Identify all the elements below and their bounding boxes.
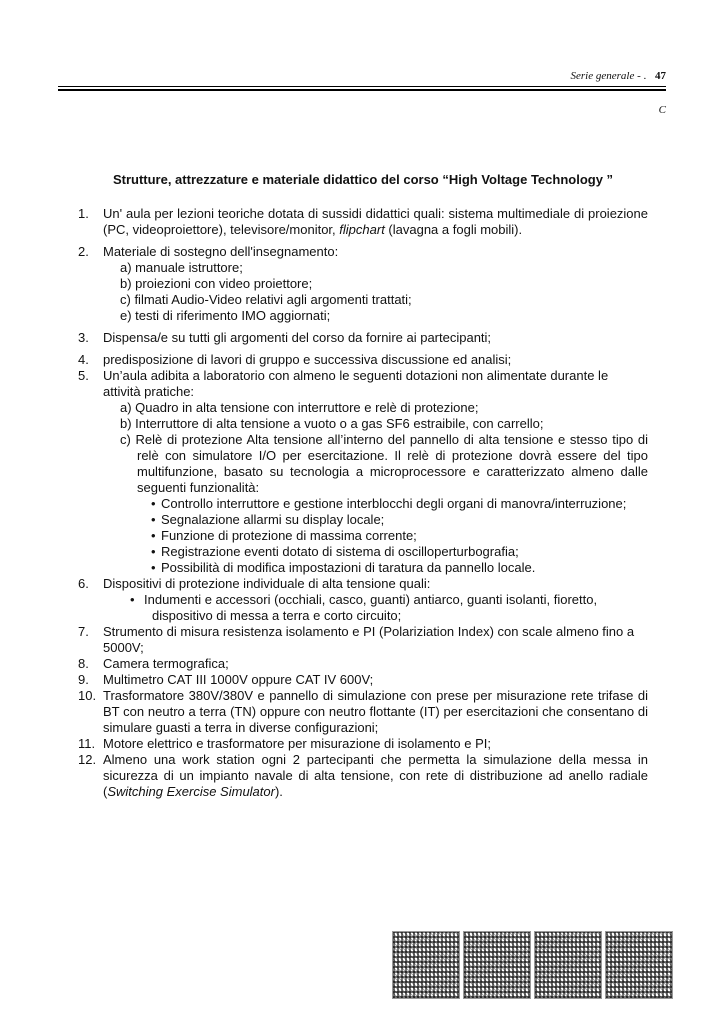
bullet-icon: • xyxy=(151,544,156,559)
bullet-icon: • xyxy=(151,512,156,527)
bullet-text: Segnalazione allarmi su display locale; xyxy=(161,512,385,527)
item-text: Dispensa/e su tutti gli argomenti del corso da fornire ai partecipanti; xyxy=(103,330,492,345)
item-number: 1. xyxy=(78,206,89,221)
bullet-text: Registrazione eventi dotato di sistema di oscilloperturbografia; xyxy=(161,544,519,559)
sub-item: b) proiezioni con video proiettore; xyxy=(120,276,313,291)
sub-item: a) manuale istruttore; xyxy=(120,260,243,275)
list-item xyxy=(78,656,648,672)
sub-item: e) testi di riferimento IMO aggiornati; xyxy=(120,308,331,323)
header-rule-thin xyxy=(58,86,666,87)
bullet-icon: • xyxy=(151,528,156,543)
item-number: 7. xyxy=(78,624,89,639)
datamatrix-code-2 xyxy=(463,931,531,999)
item-text: Un' aula per lezioni teoriche dotata di sussidi didattici quali: sistema multimediale di proiezione (PC, videoproiettore), televisore/monitor, xyxy=(103,206,648,237)
bullet-item xyxy=(103,560,648,576)
list-item xyxy=(78,330,648,346)
datamatrix-code-1 xyxy=(392,931,460,999)
list-item xyxy=(78,576,648,624)
item-text: Strumento di misura resistenza isolamento e PI (Polariziation Index) con scale almeno fino a 5000V; xyxy=(103,624,635,655)
bullet-item xyxy=(103,592,648,624)
header-rule-thick xyxy=(58,89,666,91)
item-text: Un’aula adibita a laboratorio con almeno le seguenti dotazioni non alimentate durante le attività pratiche: xyxy=(103,368,609,399)
bullet-icon: • xyxy=(151,496,156,511)
item-text: ). xyxy=(274,784,283,799)
bullet-icon: • xyxy=(151,560,156,575)
bullet-text: Controllo interruttore e gestione interblocchi degli organi di manovra/interruzione; xyxy=(161,496,627,511)
list-item xyxy=(78,672,648,688)
list-item xyxy=(78,736,648,752)
series-label: Serie generale - xyxy=(570,70,641,82)
item-number: 5. xyxy=(78,368,89,383)
page-header xyxy=(571,70,667,82)
item-text-italic: Switching Exercise Simulator xyxy=(107,784,275,799)
list-item xyxy=(78,624,648,656)
list-item xyxy=(78,244,648,324)
item-number: 11. xyxy=(78,736,96,751)
page-number: 47 xyxy=(655,70,666,82)
datamatrix-code-4 xyxy=(605,931,673,999)
item-text: Almeno una work station ogni 2 partecipanti che permetta la simulazione della messa in sicurezza di un impianto navale di alta tensione, con rete di distribuzione ad anello radiale ( xyxy=(103,752,648,799)
list-item xyxy=(78,352,648,368)
item-number: 2. xyxy=(78,244,89,259)
list-item xyxy=(78,206,648,238)
bullet-text: Indumenti e accessori (occhiali, casco, guanti) antiarco, guanti isolanti, fioretto, xyxy=(144,592,598,607)
bullet-text: Funzione di protezione di massima corrente; xyxy=(161,528,417,543)
item-text: Dispositivi di protezione individuale di alta tensione quali: xyxy=(103,576,431,591)
list-item xyxy=(78,752,648,800)
item-text: Multimetro CAT III 1000V oppure CAT IV 600V; xyxy=(103,672,374,687)
item-text: Camera termografica; xyxy=(103,656,229,671)
bullet-text-continuation: dispositivo di messa a terra e corto circuito; xyxy=(152,608,402,623)
item-text: Trasformatore 380V/380V e pannello di simulazione con prese per misurazione rete trifase di BT con neutro a terra (TN) oppure con neutro flottante (IT) per esercitazioni che consentano di simulare guasti a terra in diverse configurazioni; xyxy=(103,688,648,735)
list-item xyxy=(78,368,648,576)
item-number: 4. xyxy=(78,352,89,367)
sub-item: c) Relè di protezione Alta tensione all’interno del pannello di alta tensione e stesso tipo di relè con simulatore I/O per esercitazione. Il relè di protezione dovrà essere del tipo multifunzione, basato su tecnologia a microprocessore e caratterizzato almeno dalle seguenti funzionalità: xyxy=(120,432,648,495)
bullet-item xyxy=(103,512,648,528)
header-dot: . xyxy=(643,70,647,82)
item-text: (lavagna a fogli mobili). xyxy=(384,222,523,237)
item-text-italic: flipchart xyxy=(339,222,385,237)
sub-item: c) filmati Audio-Video relativi agli argomenti trattati; xyxy=(120,292,412,307)
bullet-text: Possibilità di modifica impostazioni di taratura da pannello locale. xyxy=(161,560,536,575)
list-item xyxy=(78,688,648,736)
item-text: Motore elettrico e trasformatore per misurazione di isolamento e PI; xyxy=(103,736,492,751)
datamatrix-code-3 xyxy=(534,931,602,999)
sub-item: b) Interruttore di alta tensione a vuoto o a gas SF6 estraibile, con carrello; xyxy=(120,416,544,431)
bullet-icon: • xyxy=(130,592,135,607)
item-number: 9. xyxy=(78,672,89,687)
corner-mark: C xyxy=(658,104,666,116)
item-number: 10. xyxy=(78,688,97,703)
equipment-list xyxy=(78,206,648,800)
bullet-item xyxy=(103,528,648,544)
document-title: Strutture, attrezzature e materiale didattico del corso “High Voltage Technology ” xyxy=(112,172,614,187)
sub-item: a) Quadro in alta tensione con interruttore e relè di protezione; xyxy=(120,400,479,415)
item-number: 12. xyxy=(78,752,97,767)
bullet-item xyxy=(103,496,648,512)
item-text: Materiale di sostegno dell'insegnamento: xyxy=(103,244,339,259)
item-number: 3. xyxy=(78,330,89,345)
item-text: predisposizione di lavori di gruppo e successiva discussione ed analisi; xyxy=(103,352,512,367)
item-number: 6. xyxy=(78,576,89,591)
item-number: 8. xyxy=(78,656,89,671)
bullet-item xyxy=(103,544,648,560)
